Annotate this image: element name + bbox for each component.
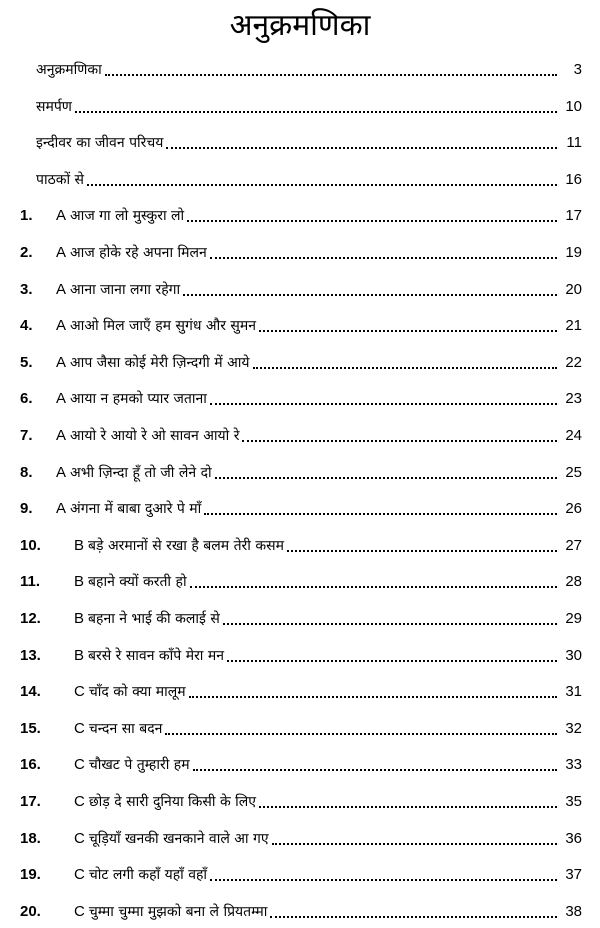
toc-entry-row: [56, 389, 582, 409]
dot-leader: [190, 586, 557, 588]
dot-leader: [210, 879, 557, 881]
dot-leader: [270, 916, 557, 918]
song-number: 9.: [20, 500, 33, 518]
song-title: चन्दन सा बदन: [88, 720, 163, 737]
song-number: 12.: [20, 610, 41, 627]
toc-entry-song[interactable]: [0, 894, 600, 928]
toc-entry-front[interactable]: [0, 89, 600, 123]
toc-entry-row: [56, 499, 582, 519]
song-title: आयो रे आयो रे ओ सावन आयो रे: [70, 428, 240, 444]
song-page: 37: [565, 866, 582, 884]
dot-leader: [259, 330, 557, 332]
song-page: 22: [565, 353, 582, 371]
toc-entry-song[interactable]: [0, 638, 600, 672]
song-page: 35: [565, 793, 582, 810]
song-page: 38: [565, 902, 582, 920]
song-number: 20.: [20, 902, 41, 920]
song-letter: C: [74, 866, 85, 884]
song-page: 20: [565, 280, 582, 298]
toc-entry-row: [74, 902, 582, 922]
song-number: 11.: [20, 573, 41, 591]
toc-entry-row: [74, 829, 582, 849]
song-letter: A: [56, 427, 67, 444]
song-title: अभी ज़िन्दा हूँ तो जी लेने दो: [70, 464, 212, 481]
toc-entry-row: [74, 536, 582, 556]
toc-entry-row: [56, 426, 582, 446]
toc-entry-label: अनुक्रमणिका: [36, 62, 102, 78]
song-number: 6.: [20, 390, 33, 408]
song-letter: A: [56, 207, 67, 225]
toc-entry-row: [36, 133, 582, 153]
song-number: 15.: [20, 719, 41, 737]
toc-entry-row: [56, 463, 582, 483]
dot-leader: [242, 440, 557, 442]
song-letter: C: [74, 793, 85, 810]
toc-entry-row: [56, 353, 582, 373]
dot-leader: [75, 111, 557, 113]
toc-entry-row: [56, 316, 582, 336]
toc-entry-song[interactable]: [0, 711, 600, 745]
song-title: आज होके रहे अपना मिलन: [70, 245, 207, 261]
toc-entry-front[interactable]: [0, 125, 600, 159]
page-title: अनुक्रमणिका: [229, 8, 371, 43]
toc-entry-page: 3: [573, 61, 582, 78]
toc-entry-row: [56, 243, 582, 263]
toc-entry-row: [74, 609, 582, 629]
song-title: चौखट पे तुम्हारी हम: [88, 757, 190, 774]
toc-entry-song[interactable]: [0, 821, 600, 855]
toc-entry-song[interactable]: [0, 455, 600, 489]
toc-entry-song[interactable]: [0, 528, 600, 562]
song-page: 30: [565, 646, 582, 664]
toc-entry-song[interactable]: [0, 857, 600, 891]
toc-entry-row: [74, 682, 582, 702]
song-page: 21: [565, 317, 582, 335]
song-letter: A: [56, 353, 67, 371]
song-number: 3.: [20, 280, 33, 298]
toc-entry-row: [74, 755, 582, 775]
dot-leader: [287, 550, 557, 552]
dot-leader: [189, 696, 557, 698]
song-letter: A: [56, 500, 67, 518]
song-page: 23: [565, 390, 582, 408]
dot-leader: [87, 184, 557, 186]
toc-entry-row: [56, 280, 582, 300]
dot-leader: [183, 294, 557, 296]
dot-leader: [253, 367, 557, 369]
song-letter: A: [56, 280, 67, 298]
toc-entry-song[interactable]: [0, 564, 600, 598]
song-letter: A: [56, 317, 67, 335]
toc-entry-row: [74, 646, 582, 666]
toc-entry-row: [74, 792, 582, 812]
toc-entry-row: [74, 572, 582, 592]
song-page: 24: [565, 427, 582, 444]
toc-entry-song[interactable]: [0, 381, 600, 415]
song-letter: A: [56, 463, 67, 481]
song-number: 19.: [20, 866, 41, 884]
toc-entry-page: 10: [565, 97, 582, 115]
song-number: 10.: [20, 536, 41, 554]
song-title: चुम्मा चुम्मा मुझको बना ले प्रियतम्मा: [88, 903, 268, 920]
dot-leader: [204, 513, 557, 515]
song-page: 17: [565, 207, 582, 225]
song-title: चोट लगी कहाँ यहाँ वहाँ: [88, 867, 208, 884]
toc-entry-front[interactable]: [0, 162, 600, 196]
toc-entry-song[interactable]: [0, 674, 600, 708]
toc-entry-front[interactable]: [0, 52, 600, 86]
toc-entry-song[interactable]: [0, 418, 600, 452]
toc-entry-row: [74, 865, 582, 885]
song-letter: C: [74, 683, 85, 701]
song-letter: B: [74, 536, 85, 554]
dot-leader: [210, 257, 557, 259]
toc-entry-song[interactable]: [0, 784, 600, 818]
song-number: 2.: [20, 244, 33, 261]
toc-entry-song[interactable]: [0, 272, 600, 306]
song-letter: B: [74, 610, 85, 627]
song-letter: A: [56, 244, 67, 261]
song-title: आप जैसा कोई मेरी ज़िन्दगी में आये: [70, 354, 250, 371]
dot-leader: [165, 733, 557, 735]
song-page: 27: [565, 536, 582, 554]
song-title: छोड़ दे सारी दुनिया किसी के लिए: [88, 794, 257, 810]
dot-leader: [259, 806, 557, 808]
song-letter: B: [74, 646, 85, 664]
song-number: 5.: [20, 353, 33, 371]
song-title: चूड़ियाँ खनकी खनकाने वाले आ गए: [88, 830, 269, 847]
song-page: 19: [565, 244, 582, 261]
song-number: 4.: [20, 317, 33, 335]
song-letter: C: [74, 902, 85, 920]
dot-leader: [210, 403, 557, 405]
song-letter: C: [74, 829, 85, 847]
toc-entry-song[interactable]: [0, 747, 600, 781]
song-letter: C: [74, 719, 85, 737]
song-page: 29: [565, 610, 582, 627]
toc-entry-label: समर्पण: [36, 98, 72, 115]
dot-leader: [187, 220, 557, 222]
song-letter: B: [74, 573, 85, 591]
toc-entry-label: पाठकों से: [36, 171, 85, 188]
song-number: 7.: [20, 427, 33, 444]
dot-leader: [105, 74, 557, 76]
song-page: 32: [565, 719, 582, 737]
song-title: बड़े अरमानों से रखा है बलम तेरी कसम: [88, 537, 284, 554]
song-title: आओ मिल जाएँ हम सुगंध और सुमन: [70, 318, 257, 335]
song-page: 28: [565, 573, 582, 591]
song-number: 17.: [20, 793, 41, 810]
song-letter: C: [74, 756, 85, 774]
toc-entry-row: [56, 206, 582, 226]
song-number: 1.: [20, 207, 33, 225]
toc-entry-row: [74, 719, 582, 739]
song-page: 25: [565, 463, 582, 481]
song-number: 13.: [20, 646, 41, 664]
toc-entry-label: इन्दीवर का जीवन परिचय: [36, 135, 164, 152]
toc-entry-song[interactable]: [0, 491, 600, 525]
toc-entry-song[interactable]: [0, 308, 600, 342]
song-title: बहाने क्यों करती हो: [88, 574, 187, 591]
song-page: 26: [565, 500, 582, 518]
song-page: 33: [565, 756, 582, 774]
dot-leader: [223, 623, 557, 625]
toc-entry-row: [36, 60, 582, 80]
dot-leader: [215, 477, 557, 479]
dot-leader: [272, 843, 557, 845]
song-title: आया न हमको प्यार जताना: [70, 391, 207, 408]
song-number: 16.: [20, 756, 41, 774]
song-number: 8.: [20, 463, 33, 481]
song-number: 14.: [20, 683, 41, 701]
toc-entry-song[interactable]: [0, 235, 600, 269]
toc-entry-page: 11: [566, 134, 582, 152]
song-letter: A: [56, 390, 67, 408]
song-title: चाँद को क्या मालूम: [88, 684, 186, 701]
toc-entry-row: [36, 97, 582, 117]
song-title: अंगना में बाबा दुआरे पे माँ: [70, 501, 202, 518]
dot-leader: [193, 769, 557, 771]
toc-entry-row: [36, 170, 582, 190]
song-page: 36: [565, 829, 582, 847]
toc-entry-song[interactable]: [0, 198, 600, 232]
song-title: आज गा लो मुस्कुरा लो: [70, 208, 185, 225]
song-title: बरसे रे सावन काँपे मेरा मन: [88, 647, 225, 664]
dot-leader: [166, 147, 557, 149]
toc-entry-song[interactable]: [0, 345, 600, 379]
song-number: 18.: [20, 829, 41, 847]
toc-entry-song[interactable]: [0, 601, 600, 635]
dot-leader: [227, 660, 557, 662]
toc-entry-page: 16: [565, 170, 582, 188]
song-title: आना जाना लगा रहेगा: [70, 281, 181, 298]
song-page: 31: [565, 683, 582, 701]
song-title: बहना ने भाई की कलाई से: [88, 611, 220, 627]
